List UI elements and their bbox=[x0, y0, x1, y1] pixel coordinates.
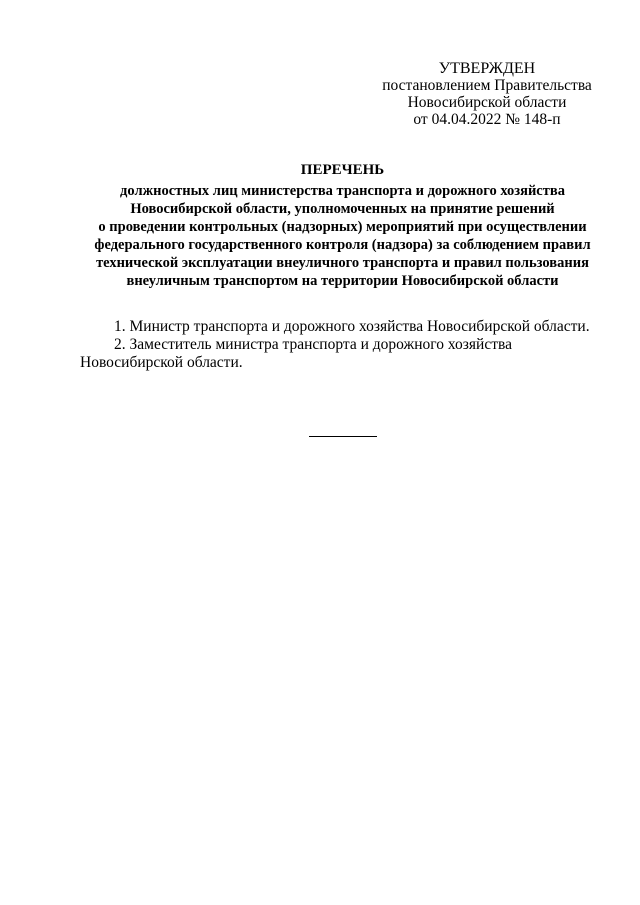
officials-list bbox=[80, 318, 615, 372]
approval-date-number: от 04.04.2022 № 148-п bbox=[413, 111, 561, 128]
approval-authority: постановлением Правительства bbox=[382, 77, 592, 94]
title-heading: ПЕРЕЧЕНЬ bbox=[300, 162, 385, 178]
title-line: технической эксплуатации внеуличного транспорта и правил пользования bbox=[96, 255, 589, 271]
end-divider bbox=[309, 436, 377, 437]
title-line: о проведении контрольных (надзорных) мероприятий при осуществлении bbox=[98, 219, 587, 235]
approval-region: Новосибирской области bbox=[407, 94, 567, 111]
approval-stamp bbox=[370, 60, 604, 128]
document-title bbox=[60, 161, 625, 290]
title-line: федерального государственного контроля (надзора) за соблюдением правил bbox=[94, 237, 591, 253]
title-line: должностных лиц министерства транспорта и дорожного хозяйства bbox=[120, 183, 565, 199]
list-item: 2. Заместитель министра транспорта и дорожного хозяйства Новосибирской области. bbox=[80, 336, 512, 371]
title-line: внеуличным транспортом на территории Новосибирской области bbox=[126, 273, 559, 289]
list-item: 1. Министр транспорта и дорожного хозяйства Новосибирской области. bbox=[114, 318, 590, 335]
approval-heading: УТВЕРЖДЕН bbox=[438, 60, 536, 77]
title-line: Новосибирской области, уполномоченных на принятие решений bbox=[130, 201, 555, 217]
